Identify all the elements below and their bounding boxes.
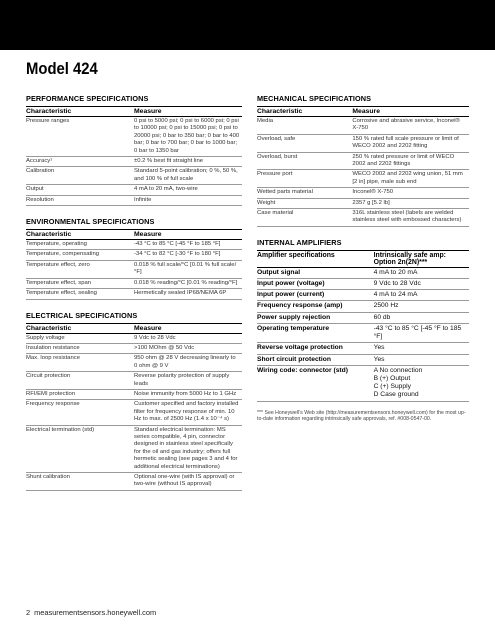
- column-header: Intrinsically safe amp: Option 2n(2N)***: [374, 250, 469, 267]
- measure-cell: 60 db: [374, 312, 469, 323]
- footnote: *** See Honeywell’s Web site (http://measurementsensors.honeywell.com) for the most up-to-date information regarding intrinsically safe approvals, ref. #008-0547-00.: [257, 409, 466, 423]
- footer-website: measurementsensors.honeywell.com: [34, 608, 157, 617]
- page-number: 2: [26, 608, 31, 617]
- table-row: [26, 185, 242, 195]
- column-header: Measure: [352, 107, 469, 117]
- electrical-body: [26, 333, 242, 490]
- table-row: [257, 209, 469, 227]
- table-row: [257, 323, 469, 342]
- characteristic-cell: Wetted parts material: [257, 188, 352, 198]
- measure-cell: >100 MOhm @ 50 Vdc: [134, 343, 242, 353]
- measure-cell: -43 °C to 85 °C [-45 °F to 185 °F]: [134, 240, 242, 250]
- characteristic-cell: Pressure ranges: [26, 117, 134, 157]
- measure-cell: Corrosive and abrasive service, Inconel® X-750: [352, 117, 469, 135]
- characteristic-cell: Calibration: [26, 167, 134, 185]
- measure-cell: 9 Vdc to 28 Vdc: [134, 333, 242, 343]
- characteristic-cell: Accuracy¹: [26, 157, 134, 167]
- table-row: [257, 290, 469, 301]
- table-row: [26, 425, 242, 472]
- characteristic-cell: Insulation resistance: [26, 343, 134, 353]
- table-row: [257, 354, 469, 365]
- right-column: [257, 94, 469, 423]
- table-row: [26, 240, 242, 250]
- column-header: Measure: [134, 323, 242, 333]
- table-row: [257, 312, 469, 323]
- measure-cell: ±0.2 % best fit straight line: [134, 157, 242, 167]
- mechanical-body: [257, 117, 469, 227]
- table-row: [26, 333, 242, 343]
- table-row: [26, 473, 242, 491]
- environmental-table: [26, 229, 242, 279]
- column-header: Amplifier specifications: [257, 250, 374, 267]
- header-bar: [0, 0, 495, 50]
- measure-cell: 250 % rated pressure or limit of WECO 2002 and 2202 fittings: [352, 152, 469, 170]
- characteristic-cell: Pressure port: [257, 170, 352, 188]
- measure-cell: Optional one-wire (with IS approval) or two-wire (without IS approval): [134, 473, 242, 491]
- table-row: [26, 167, 242, 185]
- measure-cell: Standard electrical termination: MS series compatible, 4 pin, connector designed in stainless steel specifically for the oil and gas industry; offers full hermetic sealing (see pages 3 and 4 for additional electrical terminations): [134, 425, 242, 472]
- table-row: [26, 117, 242, 157]
- table-row: [26, 343, 242, 353]
- table-row: [257, 301, 469, 312]
- characteristic-cell: Short circuit protection: [257, 354, 374, 365]
- measure-cell: 0.018 % reading/°C [0.01 % reading/°F]: [134, 279, 242, 289]
- measure-cell: Hermetically sealed IP68/NEMA 6P: [134, 289, 242, 299]
- table-row: [26, 157, 242, 167]
- table-row: [257, 134, 469, 152]
- measure-cell: Infinite: [134, 195, 242, 205]
- characteristic-cell: Case material: [257, 209, 352, 227]
- column-header: Characteristic: [26, 107, 134, 117]
- characteristic-cell: Max. loop resistance: [26, 354, 134, 372]
- table-row: [26, 372, 242, 390]
- characteristic-cell: Frequency response: [26, 400, 134, 425]
- left-column: [26, 94, 242, 491]
- measure-cell: Inconel® X-750: [352, 188, 469, 198]
- table-row: [257, 170, 469, 188]
- electrical-title: ELECTRICAL SPECIFICATIONS: [26, 310, 138, 320]
- measure-cell: 9 Vdc to 28 Vdc: [374, 279, 469, 290]
- measure-cell: 316L stainless steel (labels are welded stainless steel with embossed characters): [352, 209, 469, 227]
- table-row: [26, 400, 242, 425]
- measure-cell: 4 mA to 24 mA: [374, 290, 469, 301]
- measure-cell: 0.018 % full scale/°C [0.01 % full scale/°F]: [134, 260, 242, 278]
- characteristic-cell: Electrical termination (std): [26, 425, 134, 472]
- environmental-body: [26, 240, 242, 279]
- measure-cell: WECO 2002 and 2202 wing union, 51 mm [2 in] pipe, male sub end: [352, 170, 469, 188]
- environmental-wide-table: [26, 279, 242, 300]
- measure-cell: Noise immunity from 5000 Hz to 1 GHz: [134, 389, 242, 399]
- characteristic-cell: Resolution: [26, 195, 134, 205]
- measure-cell: 2357 g [5.2 lb]: [352, 198, 469, 208]
- characteristic-cell: Overload, burst: [257, 152, 352, 170]
- table-row: [26, 260, 242, 278]
- column-header: Characteristic: [26, 323, 134, 333]
- performance-body: [26, 117, 242, 206]
- internal-amplifiers-table: [257, 250, 469, 402]
- characteristic-cell: Temperature effect, sealing: [26, 289, 134, 299]
- internal-amplifiers-title: INTERNAL AMPLIFIERS: [257, 237, 342, 247]
- measure-cell: 4 mA to 20 mA: [374, 267, 469, 278]
- characteristic-cell: Temperature effect, zero: [26, 260, 134, 278]
- measure-cell: A No connection B (+) Output C (+) Supply D Case ground: [374, 365, 469, 401]
- characteristic-cell: Frequency response (amp): [257, 301, 374, 312]
- measure-cell: Standard 5-point calibration; 0 %, 50 %, and 100 % of full scale: [134, 167, 242, 185]
- table-row: [26, 354, 242, 372]
- measure-cell: Customer specified and factory installed filter for frequency response of min. 10 Hz to max. of 2500 Hz (1.4 x 10⁻⁴ s): [134, 400, 242, 425]
- characteristic-cell: RFI/EMI protection: [26, 389, 134, 399]
- measure-cell: 950 ohm @ 28 V decreasing linearly to 0 ohm @ 9 V: [134, 354, 242, 372]
- performance-table: [26, 106, 242, 206]
- characteristic-cell: Circuit protection: [26, 372, 134, 390]
- characteristic-cell: Operating temperature: [257, 323, 374, 342]
- table-row: [26, 195, 242, 205]
- characteristic-cell: Temperature, compensating: [26, 250, 134, 260]
- mechanical-title: MECHANICAL SPECIFICATIONS: [257, 94, 372, 103]
- measure-cell: 150 % rated full scale pressure or limit of WECO 2002 and 2202 fitting: [352, 134, 469, 152]
- characteristic-cell: Temperature effect, span: [26, 279, 134, 289]
- table-row: [257, 117, 469, 135]
- table-row: [26, 289, 242, 299]
- table-row: [257, 152, 469, 170]
- characteristic-cell: Temperature, operating: [26, 240, 134, 250]
- measure-cell: -34 °C to 82 °C [-30 °F to 180 °F]: [134, 250, 242, 260]
- page-footer: [26, 608, 156, 617]
- electrical-table: [26, 323, 242, 491]
- characteristic-cell: Shunt calibration: [26, 473, 134, 491]
- mechanical-table: [257, 106, 469, 227]
- characteristic-cell: Reverse voltage protection: [257, 343, 374, 354]
- internal-amplifiers-body: [257, 267, 469, 401]
- measure-cell: Yes: [374, 354, 469, 365]
- measure-cell: 4 mA to 20 mA, two-wire: [134, 185, 242, 195]
- table-row: [26, 389, 242, 399]
- characteristic-cell: Input power (current): [257, 290, 374, 301]
- table-row: [26, 250, 242, 260]
- column-header: Measure: [134, 230, 242, 240]
- characteristic-cell: Output: [26, 185, 134, 195]
- measure-cell: 0 psi to 5000 psi; 0 psi to 6000 psi; 0 psi to 10000 psi; 0 psi to 15000 psi; 0 psi to 20000 psi; 0 bar to 350 bar; 0 bar to 400 bar; 0 bar to 700 bar; 0 bar to 1000 bar; 0 bar to 1350 bar: [134, 117, 242, 157]
- measure-cell: -43 °C to 85 °C [-45 °F to 185 °F]: [374, 323, 469, 342]
- table-row: [26, 279, 242, 289]
- measure-cell: Reverse polarity protection of supply leads: [134, 372, 242, 390]
- performance-title: PERFORMANCE SPECIFICATIONS: [26, 94, 149, 103]
- table-row: [257, 267, 469, 278]
- column-header: Characteristic: [257, 107, 352, 117]
- table-row: [257, 188, 469, 198]
- characteristic-cell: Weight: [257, 198, 352, 208]
- table-row: [257, 365, 469, 401]
- table-row: [257, 279, 469, 290]
- measure-cell: 2500 Hz: [374, 301, 469, 312]
- page-title: Model 424: [26, 60, 98, 78]
- table-row: [257, 343, 469, 354]
- environmental-wide-body: [26, 279, 242, 299]
- environmental-title: ENVIRONMENTAL SPECIFICATIONS: [26, 217, 155, 227]
- characteristic-cell: Wiring code: connector (std): [257, 365, 374, 401]
- table-row: [257, 198, 469, 208]
- measure-cell: Yes: [374, 343, 469, 354]
- characteristic-cell: Media: [257, 117, 352, 135]
- column-header: Characteristic: [26, 230, 134, 240]
- characteristic-cell: Supply voltage: [26, 333, 134, 343]
- characteristic-cell: Overload, safe: [257, 134, 352, 152]
- characteristic-cell: Output signal: [257, 267, 374, 278]
- characteristic-cell: Input power (voltage): [257, 279, 374, 290]
- characteristic-cell: Power supply rejection: [257, 312, 374, 323]
- column-header: Measure: [134, 107, 242, 117]
